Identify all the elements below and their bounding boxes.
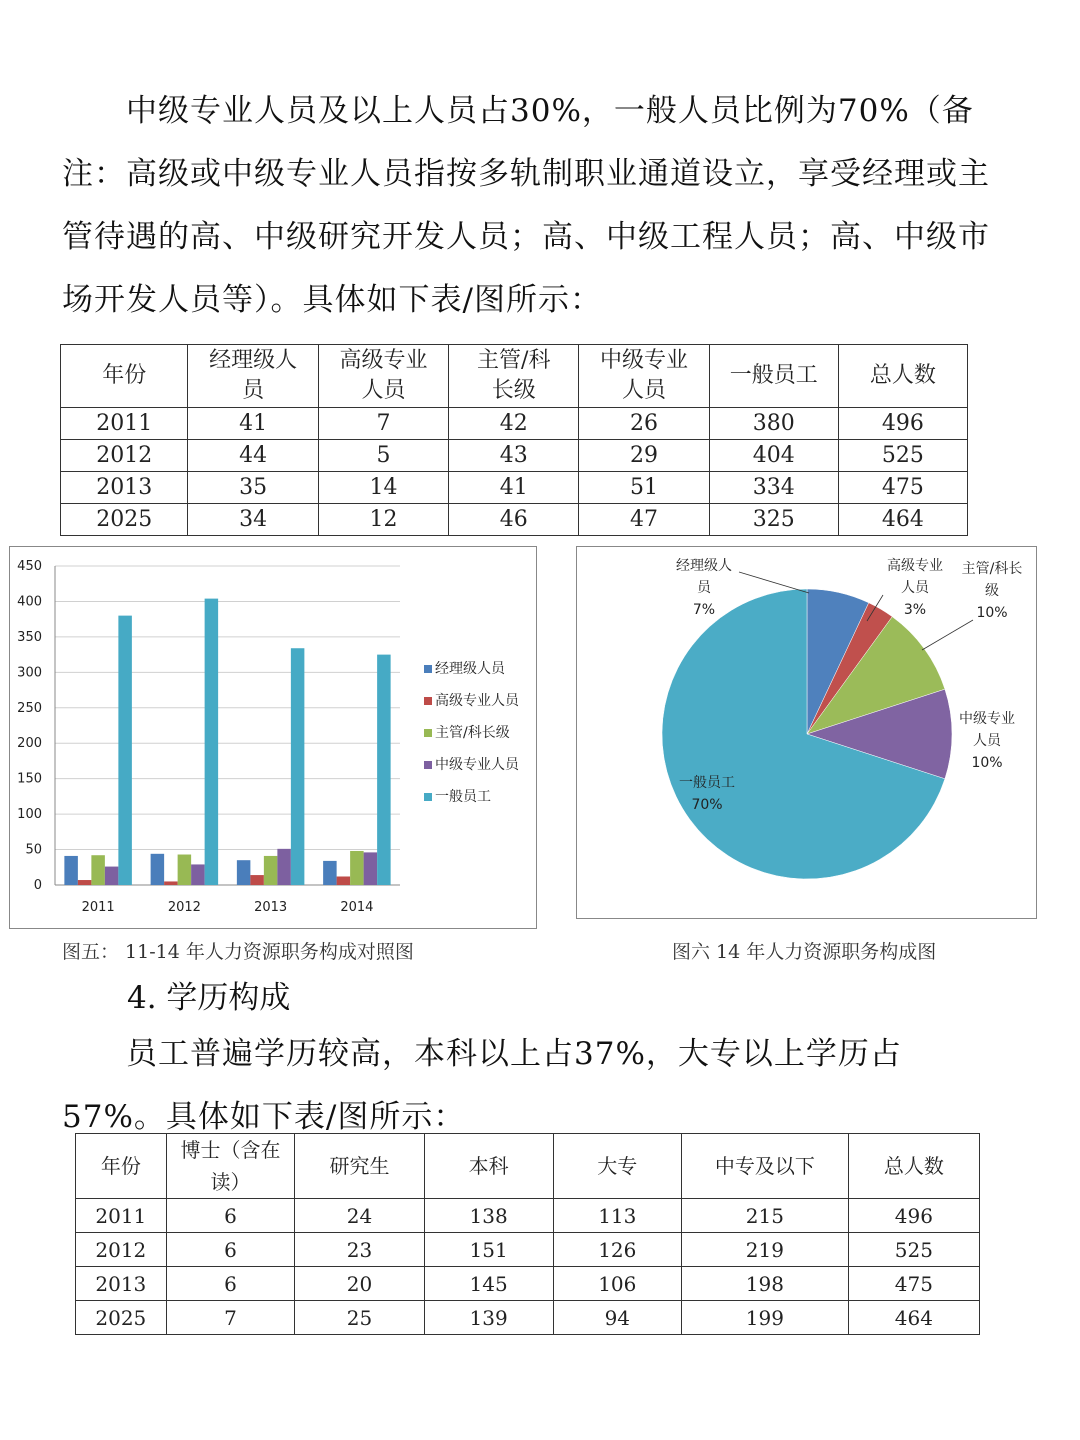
y-tick-label: 150 (17, 771, 42, 787)
table-header-row (76, 1134, 980, 1199)
table-cell: 106 (553, 1267, 681, 1301)
table-row (76, 1267, 980, 1301)
bar-2012-一般员工 (205, 599, 219, 885)
header-cell: 大专 (553, 1134, 681, 1199)
education-table (75, 1133, 980, 1335)
pie-chart (577, 547, 1036, 918)
header-cell: 中级专业人员 (579, 345, 709, 408)
table-cell: 404 (709, 440, 838, 472)
bar-2012-主管/科长级 (178, 855, 192, 885)
table-cell: 138 (424, 1199, 553, 1233)
table-cell: 113 (553, 1199, 681, 1233)
table-cell: 46 (449, 504, 579, 536)
y-tick-label: 450 (17, 559, 42, 574)
header-cell: 一般员工 (709, 345, 838, 408)
bar-2013-高级专业人员 (250, 875, 264, 885)
staff-structure-table (60, 344, 968, 536)
legend-label: 经理级人员 (435, 661, 505, 677)
table-cell: 25 (295, 1301, 424, 1335)
bar-2013-经理级人员 (237, 860, 251, 885)
header-cell: 中专及以下 (681, 1134, 848, 1199)
y-tick-label: 300 (17, 665, 42, 681)
bar-2014-中级专业人员 (364, 852, 378, 885)
table-cell: 139 (424, 1301, 553, 1335)
pie-label-line: 70% (691, 797, 723, 813)
table-cell: 7 (318, 408, 448, 440)
table-row (61, 472, 968, 504)
table-cell: 2025 (61, 504, 188, 536)
table-cell: 145 (424, 1267, 553, 1301)
table-cell: 6 (166, 1233, 295, 1267)
table-row (76, 1233, 980, 1267)
table-cell: 43 (449, 440, 579, 472)
table-cell: 2012 (76, 1233, 167, 1267)
table-cell: 525 (838, 440, 967, 472)
table-row (61, 408, 968, 440)
bar-2014-一般员工 (377, 655, 391, 885)
y-tick-label: 400 (17, 594, 42, 610)
legend-swatch (424, 729, 432, 737)
table-cell: 2012 (61, 440, 188, 472)
education-paragraph: 员工普遍学历较高，本科以上占37%，大专以上学历占57%。具体如下表/图所示： (62, 1036, 902, 1135)
table-cell: 7 (166, 1301, 295, 1335)
table-cell: 42 (449, 408, 579, 440)
table-row (61, 504, 968, 536)
intro-paragraph: 中级专业人员及以上人员占30%，一般人员比例为70%（备注：高级或中级专业人员指按多轨制职业通道设立，享受经理或主管待遇的高、中级研究开发人员；高、中级工程人员；高、中级市场开发人员等）。具体如下表/图所示： (62, 93, 990, 318)
pie-label-line: 高级专业 (887, 558, 943, 574)
leader-line (739, 572, 809, 593)
table-cell: 496 (848, 1199, 979, 1233)
header-cell: 博士（含在读） (166, 1134, 295, 1199)
legend-label: 一般员工 (435, 789, 491, 805)
x-tick-label: 2012 (167, 900, 201, 915)
table-cell: 41 (449, 472, 579, 504)
table-cell: 51 (579, 472, 709, 504)
pie-label-line: 7% (692, 602, 716, 618)
bar-chart (10, 547, 536, 928)
y-tick-label: 0 (33, 878, 42, 893)
bar-2014-主管/科长级 (350, 851, 364, 885)
bar-2014-经理级人员 (323, 861, 337, 885)
bar-2014-高级专业人员 (337, 876, 351, 885)
table-cell: 525 (848, 1233, 979, 1267)
table-cell: 29 (579, 440, 709, 472)
legend-swatch (424, 665, 432, 673)
pie-label-line: 人员 (973, 733, 1001, 749)
bar-2013-中级专业人员 (277, 849, 291, 885)
bar-2013-一般员工 (291, 648, 305, 885)
bar-2011-主管/科长级 (91, 855, 105, 885)
figure-6-caption: 图六 14 年人力资源职务构成图 (672, 941, 937, 963)
table-cell: 26 (579, 408, 709, 440)
legend-label: 高级专业人员 (435, 693, 519, 709)
table-cell: 464 (838, 504, 967, 536)
y-tick-label: 350 (17, 629, 42, 645)
table-cell: 198 (681, 1267, 848, 1301)
table-cell: 380 (709, 408, 838, 440)
table-cell: 219 (681, 1233, 848, 1267)
table-cell: 496 (838, 408, 967, 440)
pie-label-line: 经理级人 (676, 558, 732, 574)
header-cell: 总人数 (838, 345, 967, 408)
legend-swatch (424, 697, 432, 705)
legend-label: 主管/科长级 (435, 725, 510, 741)
x-tick-label: 2011 (81, 900, 115, 915)
table-cell: 6 (166, 1199, 295, 1233)
table-row (61, 440, 968, 472)
legend-swatch (424, 793, 432, 801)
table-cell: 2013 (61, 472, 188, 504)
table-cell: 34 (188, 504, 318, 536)
table-cell: 24 (295, 1199, 424, 1233)
table-cell: 215 (681, 1199, 848, 1233)
table-row (76, 1301, 980, 1335)
pie-label-line: 级 (985, 583, 999, 599)
bar-2011-经理级人员 (64, 856, 78, 885)
header-cell: 高级专业人员 (318, 345, 448, 408)
header-cell: 主管/科长级 (449, 345, 579, 408)
pie-label-line: 员 (697, 580, 711, 596)
x-tick-label: 2014 (340, 900, 374, 915)
y-tick-label: 250 (17, 700, 42, 716)
y-tick-label: 50 (25, 842, 42, 858)
table-cell: 5 (318, 440, 448, 472)
header-cell: 年份 (61, 345, 188, 408)
pie-label-line: 10% (971, 755, 1003, 771)
pie-label-line: 3% (903, 602, 927, 618)
table-cell: 2025 (76, 1301, 167, 1335)
header-cell: 经理级人员 (188, 345, 318, 408)
figure-5-caption: 图五： 11-14 年人力资源职务构成对照图 (62, 941, 414, 963)
header-cell: 研究生 (295, 1134, 424, 1199)
pie-label-line: 中级专业 (959, 711, 1015, 727)
section-heading: 4. 学历构成 (127, 980, 291, 1016)
table-cell: 35 (188, 472, 318, 504)
table-cell: 199 (681, 1301, 848, 1335)
table-cell: 12 (318, 504, 448, 536)
table-cell: 41 (188, 408, 318, 440)
legend-label: 中级专业人员 (435, 757, 519, 773)
header-cell: 本科 (424, 1134, 553, 1199)
header-cell: 年份 (76, 1134, 167, 1199)
table-cell: 126 (553, 1233, 681, 1267)
bar-2012-中级专业人员 (191, 864, 205, 885)
table-row (76, 1199, 980, 1233)
leader-line (922, 620, 973, 650)
table-cell: 23 (295, 1233, 424, 1267)
pie-label-line: 主管/科长 (961, 561, 1023, 577)
table-cell: 44 (188, 440, 318, 472)
bar-2011-中级专业人员 (105, 867, 119, 885)
pie-chart-panel (576, 546, 1037, 919)
table-cell: 475 (838, 472, 967, 504)
table-cell: 475 (848, 1267, 979, 1301)
table-cell: 94 (553, 1301, 681, 1335)
table-cell: 20 (295, 1267, 424, 1301)
table-cell: 47 (579, 504, 709, 536)
pie-label-line: 人员 (901, 580, 929, 596)
table-header-row (61, 345, 968, 408)
y-tick-label: 200 (17, 736, 42, 752)
table-cell: 6 (166, 1267, 295, 1301)
table-cell: 14 (318, 472, 448, 504)
bar-2012-高级专业人员 (164, 881, 178, 885)
table-cell: 2013 (76, 1267, 167, 1301)
table-cell: 2011 (61, 408, 188, 440)
table-cell: 325 (709, 504, 838, 536)
pie-label-line: 一般员工 (679, 775, 735, 791)
bar-2013-主管/科长级 (264, 856, 278, 885)
bar-2011-一般员工 (118, 616, 132, 885)
legend-swatch (424, 761, 432, 769)
table-cell: 464 (848, 1301, 979, 1335)
pie-label-line: 10% (976, 605, 1008, 621)
x-tick-label: 2013 (254, 900, 288, 915)
table-cell: 2011 (76, 1199, 167, 1233)
y-tick-label: 100 (17, 807, 42, 823)
header-cell: 总人数 (848, 1134, 979, 1199)
bar-2011-高级专业人员 (78, 880, 92, 885)
table-cell: 334 (709, 472, 838, 504)
bar-2012-经理级人员 (151, 854, 165, 885)
bar-chart-panel (9, 546, 537, 929)
table-cell: 151 (424, 1233, 553, 1267)
